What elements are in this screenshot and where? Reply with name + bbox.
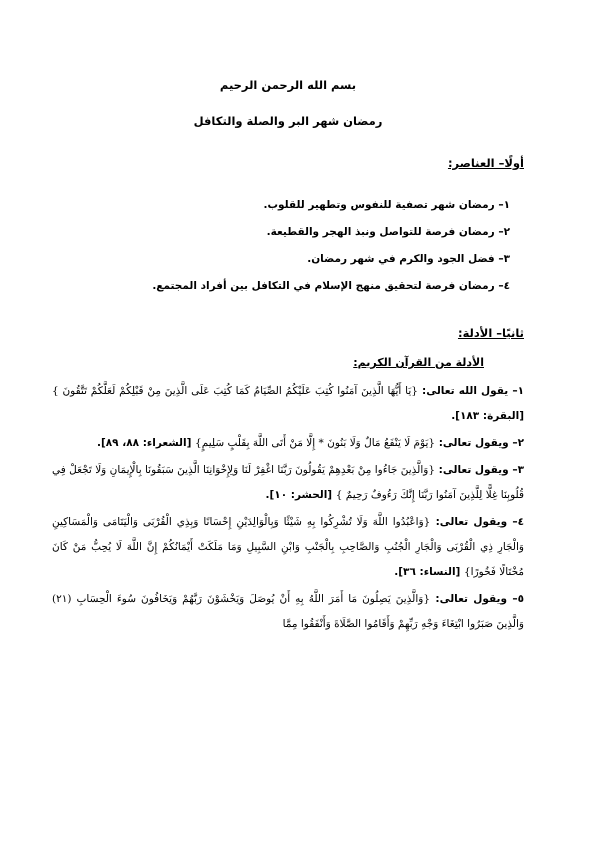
verse-paragraph bbox=[52, 587, 524, 637]
verse-lead: ٥– ويقول تعالى: bbox=[430, 593, 524, 605]
verse-reference: [الشعراء: ٨٨، ٨٩]. bbox=[96, 437, 196, 449]
elements-list bbox=[52, 192, 524, 300]
verse-text: {يَوْمَ لَا يَنْفَعُ مَالٌ وَلَا بَنُونَ * إِلَّا مَنْ أَتَى اللَّهَ بِقَلْبٍ سَلِيمٍ} bbox=[195, 437, 436, 449]
verses-list bbox=[52, 379, 524, 637]
quran-heading: الأدلة من القرآن الكريم: bbox=[353, 356, 484, 369]
verse-text: {وَاعْبُدُوا اللَّهَ وَلَا تُشْرِكُوا بِهِ شَيْئًا وَبِالْوَالِدَيْنِ إِحْسَانًا وَبِذِي الْقُرْبَى وَالْيَتَامَى وَالْمَسَاكِينِ وَالْجَارِ ذِي الْقُرْبَى وَالْجَارِ الْجُنُبِ وَالصَّاحِبِ بِالْجَنْبِ وَابْنِ السَّبِيلِ وَمَا مَلَكَتْ أَيْمَانُكُمْ إِنَّ اللَّهَ لَا يُحِبُّ مَنْ كَانَ مُخْتَالًا فَخُورًا} bbox=[52, 516, 524, 578]
verse-lead: ١– يقول الله تعالى: bbox=[417, 385, 524, 397]
verse-lead: ٤– ويقول تعالى: bbox=[430, 516, 525, 528]
evidence-heading: ثانيًا– الأدلة: bbox=[457, 326, 524, 340]
list-item: ٤– رمضان فرصة لتحقيق منهج الإسلام في التكافل بين أفراد المجتمع. bbox=[152, 280, 510, 292]
list-item: ٣– فضل الجود والكرم في شهر رمضان. bbox=[307, 253, 510, 265]
elements-heading: أولًا– العناصر: bbox=[447, 156, 524, 170]
basmala: بسم الله الرحمن الرحيم bbox=[219, 78, 357, 92]
list-item: ١– رمضان شهر تصفية للنفوس وتطهير للقلوب. bbox=[263, 199, 510, 211]
verse-reference: [النساء: ٣٦]. bbox=[394, 566, 464, 578]
verse-paragraph bbox=[52, 379, 524, 429]
verse-text: {وَالَّذِينَ يَصِلُونَ مَا أَمَرَ اللَّهُ بِهِ أَنْ يُوصَلَ وَيَخْشَوْنَ رَبَّهُمْ وَيَخَافُونَ سُوءَ الْحِسَابِ (٢١) وَالَّذِينَ صَبَرُوا ابْتِغَاءَ وَجْهِ رَبِّهِمْ وَأَقَامُوا الصَّلَاةَ وَأَنْفَقُوا مِمَّا bbox=[52, 593, 524, 630]
verse-paragraph bbox=[52, 458, 524, 508]
document-page bbox=[52, 70, 524, 639]
verse-lead: ٣– ويقول تعالى: bbox=[435, 464, 524, 476]
list-item: ٢– رمضان فرصة للتواصل ونبذ الهجر والقطيعة. bbox=[266, 226, 510, 238]
document-title: رمضان شهر البر والصلة والتكافل bbox=[193, 114, 383, 128]
verse-reference: [البقرة: ١٨٣]. bbox=[451, 410, 524, 422]
verse-lead: ٢– ويقول تعالى: bbox=[435, 437, 524, 449]
verse-paragraph bbox=[52, 510, 524, 585]
verse-text: {يَا أَيُّهَا الَّذِينَ آمَنُوا كُتِبَ عَلَيْكُمُ الصِّيَامُ كَمَا كُتِبَ عَلَى الَّذِينَ مِنْ قَبْلِكُمْ لَعَلَّكُمْ تَتَّقُونَ } bbox=[52, 385, 418, 397]
verse-text: {وَالَّذِينَ جَاءُوا مِنْ بَعْدِهِمْ يَقُولُونَ رَبَّنَا اغْفِرْ لَنَا وَلِإِخْوَانِنَا الَّذِينَ سَبَقُونَا بِالْإِيمَانِ وَلَا تَجْعَلْ فِي قُلُوبِنَا غِلًّا لِلَّذِينَ آمَنُوا رَبَّنَا إِنَّكَ رَءُوفٌ رَحِيمٌ } bbox=[52, 464, 524, 501]
verse-paragraph bbox=[52, 431, 524, 456]
verse-reference: [الحشر: ١٠]. bbox=[265, 489, 336, 501]
